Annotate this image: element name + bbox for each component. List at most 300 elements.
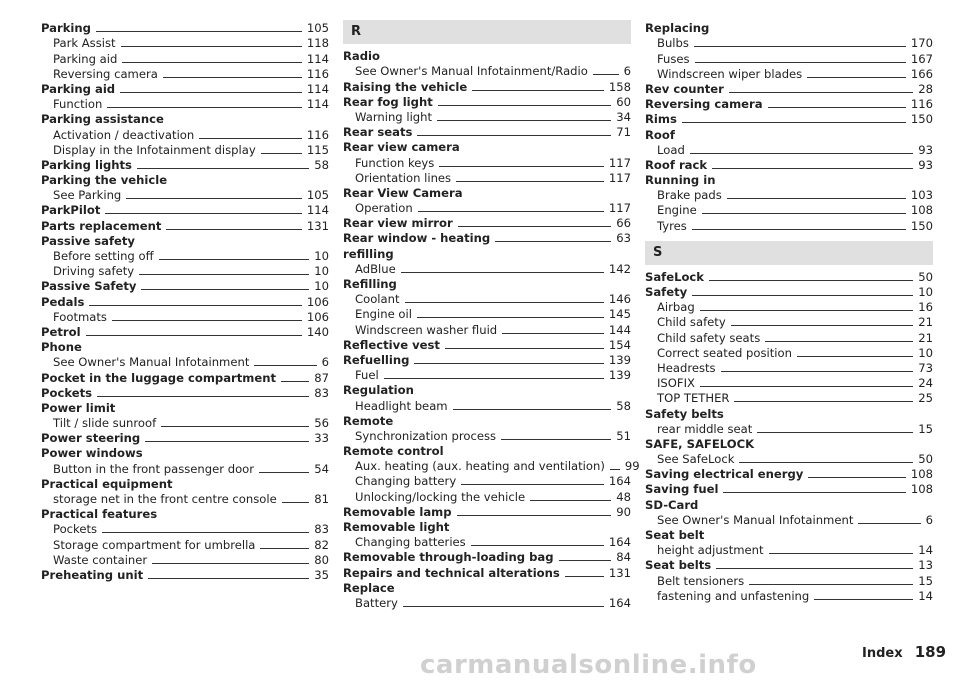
page-ref: 114 <box>306 51 329 66</box>
entry-text: refilling <box>343 246 394 261</box>
leader-line <box>417 317 604 318</box>
page-ref: 117 <box>608 201 631 216</box>
entry-text: Roof <box>645 127 675 142</box>
entry-text: Remote <box>343 413 394 428</box>
leader-line <box>695 62 906 63</box>
index-heading <box>41 476 329 491</box>
leader-line <box>692 295 913 296</box>
entry-text: Headlight beam <box>355 398 448 413</box>
entry-text: Aux. heating (aux. heating and ventilation) <box>355 459 605 474</box>
index-heading <box>343 580 631 595</box>
entry-text: Parking aid <box>53 51 118 66</box>
page-ref: 103 <box>910 188 933 203</box>
leader-line <box>702 213 906 214</box>
entry-text: Removable through-loading bag <box>343 550 554 565</box>
entry-text: Button in the front passenger door <box>53 461 255 476</box>
page-ref: 170 <box>910 36 933 51</box>
entry-text: Bulbs <box>657 36 689 51</box>
leader-line <box>709 280 913 281</box>
leader-line <box>439 166 604 167</box>
entry-text: Running in <box>645 173 716 188</box>
leader-line <box>163 77 302 78</box>
leader-line <box>121 46 302 47</box>
page-ref: 118 <box>306 36 329 51</box>
page-ref: 60 <box>616 94 631 109</box>
index-heading <box>645 20 933 35</box>
index-entry <box>41 96 329 111</box>
index-heading <box>343 519 631 534</box>
page-ref: 6 <box>623 64 631 79</box>
leader-line <box>112 320 302 321</box>
leader-line <box>122 62 302 63</box>
leader-line <box>445 348 604 349</box>
entry-text: Petrol <box>41 324 81 339</box>
page-ref: 150 <box>910 218 933 233</box>
entry-text: Pocket in the luggage compartment <box>41 370 277 385</box>
entry-text: Storage compartment for umbrella <box>53 537 256 552</box>
leader-line <box>472 90 604 91</box>
index-heading <box>645 126 933 141</box>
leader-line <box>456 181 604 182</box>
leader-line <box>757 432 913 433</box>
index-entry <box>645 96 933 111</box>
index-entry <box>645 572 933 587</box>
page-ref: 105 <box>306 188 329 203</box>
entry-text: Battery <box>355 595 398 610</box>
entry-text: See Owner's Manual Infotainment <box>657 512 854 527</box>
page-ref: 33 <box>314 431 329 446</box>
index-entry <box>41 385 329 400</box>
index-entry <box>343 428 631 443</box>
leader-line <box>166 229 302 230</box>
entry-text: Display in the Infotainment display <box>53 142 256 157</box>
page-ref: 21 <box>918 315 933 330</box>
leader-line <box>437 120 611 121</box>
page-ref: 146 <box>608 292 631 307</box>
index-entry <box>645 345 933 360</box>
entry-text: Power limit <box>41 400 116 415</box>
entry-text: TOP TETHER <box>657 391 730 406</box>
leader-line <box>700 386 913 387</box>
page-ref: 164 <box>608 535 631 550</box>
entry-text: Reversing camera <box>645 97 763 112</box>
entry-text: Load <box>657 142 685 157</box>
index-entry <box>343 595 631 610</box>
entry-text: See Owner's Manual Infotainment <box>53 355 250 370</box>
entry-text: Passive safety <box>41 233 135 248</box>
leader-line <box>199 138 302 139</box>
page-ref: 51 <box>616 428 631 443</box>
leader-line <box>682 122 906 123</box>
page-ref: 15 <box>918 573 933 588</box>
leader-line <box>96 31 302 32</box>
index-entry <box>343 367 631 382</box>
index-entry <box>343 473 631 488</box>
page-ref: 24 <box>918 376 933 391</box>
leader-line <box>495 241 611 242</box>
entry-text: SD-Card <box>645 497 699 512</box>
leader-line <box>721 371 914 372</box>
index-entry <box>41 369 329 384</box>
entry-text: Rims <box>645 112 677 127</box>
leader-line <box>89 305 302 306</box>
entry-text: Preheating unit <box>41 567 144 582</box>
entry-text: Practical equipment <box>41 476 173 491</box>
entry-text: Warning light <box>355 109 433 124</box>
index-entry <box>343 397 631 412</box>
leader-line <box>694 46 906 47</box>
leader-line <box>610 469 620 470</box>
leader-line <box>502 333 604 334</box>
index-entry <box>343 564 631 579</box>
index-heading <box>645 436 933 451</box>
entry-text: Seat belts <box>645 558 712 573</box>
index-entry <box>41 309 329 324</box>
entry-text: Changing batteries <box>355 535 466 550</box>
leader-line <box>417 135 611 136</box>
entry-text: Before setting off <box>53 249 154 263</box>
page-ref: 108 <box>910 467 933 482</box>
entry-text: AdBlue <box>355 261 396 276</box>
page-ref: 10 <box>314 249 329 263</box>
index-entry <box>343 549 631 564</box>
entry-text: Refilling <box>343 277 397 291</box>
index-entry <box>343 215 631 230</box>
index-entry <box>41 202 329 217</box>
page-ref: 56 <box>314 416 329 431</box>
index-entry <box>41 157 329 172</box>
page-ref: 63 <box>616 231 631 246</box>
index-entry <box>645 588 933 603</box>
page-ref: 114 <box>306 97 329 112</box>
page-ref: 145 <box>608 307 631 322</box>
entry-text: Passive Safety <box>41 279 137 294</box>
entry-text: Windscreen washer fluid <box>355 322 498 337</box>
entry-text: Synchronization process <box>355 428 497 443</box>
leader-line <box>281 381 309 382</box>
entry-text: ISOFIX <box>657 376 695 391</box>
index-entry <box>41 293 329 308</box>
index-entry <box>41 50 329 65</box>
entry-text: Park Assist <box>53 36 116 51</box>
index-entry <box>343 321 631 336</box>
leader-line <box>159 259 310 260</box>
page-ref: 166 <box>910 66 933 81</box>
index-entry <box>645 157 933 172</box>
index-entry <box>645 81 933 96</box>
index-heading <box>343 48 631 63</box>
index-entry <box>343 306 631 321</box>
index-entry <box>41 521 329 536</box>
index-entry <box>343 488 631 503</box>
leader-line <box>405 302 604 303</box>
index-heading <box>343 382 631 397</box>
entry-text: See Parking <box>53 188 122 203</box>
entry-text: Phone <box>41 340 82 355</box>
leader-line <box>768 107 906 108</box>
page-ref: 90 <box>616 504 631 519</box>
leader-line <box>457 515 612 516</box>
entry-text: Reflective vest <box>343 337 440 352</box>
leader-line <box>137 168 309 169</box>
page-ref: 14 <box>918 543 933 558</box>
index-entry <box>41 20 329 35</box>
leader-line <box>384 378 604 379</box>
page-ref: 158 <box>608 79 631 94</box>
entry-text: Headrests <box>657 360 716 375</box>
index-entry <box>645 557 933 572</box>
page-ref: 73 <box>918 360 933 375</box>
page-ref: 106 <box>306 309 329 324</box>
index-entry <box>41 81 329 96</box>
entry-text: Removable light <box>343 520 450 534</box>
index-entry <box>41 35 329 50</box>
index-column-2 <box>343 20 640 610</box>
leader-line <box>700 310 913 311</box>
index-heading <box>343 245 631 260</box>
leader-line <box>145 441 309 442</box>
page-ref: 25 <box>918 391 933 406</box>
index-entry <box>343 170 631 185</box>
leader-line <box>254 365 316 366</box>
page-ref: 144 <box>608 322 631 337</box>
entry-text: Rev counter <box>645 81 724 96</box>
entry-text: Safety belts <box>645 406 724 421</box>
page-ref: 10 <box>918 345 933 360</box>
entry-text: Rear view mirror <box>343 216 453 231</box>
index-heading <box>41 233 329 248</box>
index-entry <box>645 360 933 375</box>
leader-line <box>501 439 611 440</box>
entry-text: Tilt / slide sunroof <box>53 416 157 431</box>
page-ref: 93 <box>918 142 933 157</box>
page-ref: 131 <box>608 565 631 580</box>
index-heading <box>343 443 631 458</box>
leader-line <box>148 578 309 579</box>
entry-text: Refuelling <box>343 352 410 367</box>
index-entry <box>343 261 631 276</box>
index-entry <box>645 187 933 202</box>
entry-text: Parts replacement <box>41 218 162 233</box>
index-entry <box>645 451 933 466</box>
entry-text: Correct seated position <box>657 345 792 360</box>
leader-line <box>102 532 309 533</box>
index-heading <box>343 139 631 154</box>
leader-line <box>453 409 612 410</box>
entry-text: Rear fog light <box>343 94 433 109</box>
entry-text: Remote control <box>343 444 444 459</box>
index-entry <box>343 200 631 215</box>
index-entry <box>645 111 933 126</box>
index-entry <box>645 217 933 232</box>
page-ref: 58 <box>616 398 631 413</box>
page-ref: 167 <box>910 51 933 66</box>
entry-text: Engine oil <box>355 307 412 322</box>
page-ref: 99 <box>624 459 640 474</box>
leader-line <box>814 599 913 600</box>
entry-text: Fuel <box>355 368 379 383</box>
entry-text: Driving safety <box>53 264 135 279</box>
entry-text: Saving electrical energy <box>645 467 804 482</box>
page-ref: 71 <box>616 125 631 140</box>
entry-text: Roof rack <box>645 157 708 172</box>
section-header-r: R <box>343 20 631 44</box>
index-entry <box>343 94 631 109</box>
index-entry <box>343 352 631 367</box>
entry-text: Saving fuel <box>645 482 719 497</box>
leader-line <box>401 272 604 273</box>
entry-text: Coolant <box>355 292 400 307</box>
entry-text: Windscreen wiper blades <box>657 66 803 81</box>
leader-line <box>593 74 619 75</box>
page-ref: 83 <box>314 385 329 400</box>
entry-text: height adjustment <box>657 543 764 558</box>
index-heading <box>343 185 631 200</box>
index-entry <box>645 314 933 329</box>
page-ref: 83 <box>314 522 329 537</box>
entry-text: SAFE, SAFELOCK <box>645 436 755 451</box>
page-ref: 164 <box>608 474 631 489</box>
page-ref: 10 <box>314 264 329 279</box>
page-ref: 15 <box>918 421 933 436</box>
entry-text: Operation <box>355 201 413 216</box>
entry-text: Waste container <box>53 552 148 567</box>
page-ref: 139 <box>608 368 631 383</box>
page-ref: 14 <box>918 588 933 603</box>
leader-line <box>259 472 309 473</box>
index-entry <box>645 50 933 65</box>
entry-text: Orientation lines <box>355 170 452 185</box>
page-ref: 154 <box>608 337 631 352</box>
entry-text: Pockets <box>53 522 98 537</box>
entry-text: Rear View Camera <box>343 185 463 200</box>
page-ref: 114 <box>306 203 329 218</box>
leader-line <box>690 153 913 154</box>
index-entry <box>343 337 631 352</box>
index-entry <box>645 269 933 284</box>
index-column-3-top <box>645 20 933 233</box>
leader-line <box>807 77 906 78</box>
entry-text: Tyres <box>657 218 687 233</box>
leader-line <box>729 92 913 93</box>
entry-text: Radio <box>343 49 380 64</box>
index-entry <box>645 35 933 50</box>
entry-text: storage net in the front centre console <box>53 492 277 506</box>
index-entry <box>41 552 329 567</box>
leader-line <box>765 341 913 342</box>
page-ref: 116 <box>306 66 329 81</box>
page-ref: 58 <box>314 157 329 172</box>
entry-text: Pedals <box>41 294 85 309</box>
index-heading <box>41 400 329 415</box>
entry-text: Fuses <box>657 51 690 66</box>
entry-text: Replace <box>343 580 395 595</box>
entry-text: Parking lights <box>41 157 132 172</box>
page-ref: 93 <box>918 157 933 172</box>
leader-line <box>139 274 309 275</box>
entry-text: Airbag <box>657 300 695 315</box>
page-ref: 48 <box>616 489 631 504</box>
page-ref: 116 <box>910 97 933 112</box>
leader-line <box>749 584 913 585</box>
page-number: 189 <box>914 643 947 661</box>
leader-line <box>152 563 309 564</box>
index-heading <box>41 339 329 354</box>
page-ref: 131 <box>306 218 329 233</box>
leader-line <box>141 289 309 290</box>
page-ref: 108 <box>910 203 933 218</box>
entry-text: Rear view camera <box>343 140 460 155</box>
page-ref: 164 <box>608 595 631 610</box>
page-ref: 66 <box>616 216 631 231</box>
leader-line <box>403 606 604 607</box>
index-heading <box>41 445 329 460</box>
leader-line <box>734 401 913 402</box>
leader-line <box>414 363 603 364</box>
leader-line <box>461 484 604 485</box>
index-entry <box>41 126 329 141</box>
page-ref: 54 <box>314 461 329 476</box>
page-footer <box>862 643 946 661</box>
entry-text: Changing battery <box>355 474 457 489</box>
index-entry <box>343 504 631 519</box>
page-ref: 82 <box>314 537 329 552</box>
leader-line <box>418 211 604 212</box>
index-entry <box>41 536 329 551</box>
index-entry <box>343 109 631 124</box>
index-entry <box>41 460 329 475</box>
entry-text: Parking the vehicle <box>41 173 168 188</box>
leader-line <box>723 492 905 493</box>
leader-line <box>739 462 913 463</box>
entry-text: Power steering <box>41 431 141 446</box>
page-ref: 6 <box>925 512 933 527</box>
index-entry <box>343 63 631 78</box>
index-entry <box>343 230 631 245</box>
entry-text: Unlocking/locking the vehicle <box>355 489 526 504</box>
index-entry <box>41 66 329 81</box>
page-ref: 81 <box>314 492 329 506</box>
leader-line <box>727 198 906 199</box>
entry-text: Removable lamp <box>343 504 452 519</box>
leader-line <box>107 107 302 108</box>
page-ref: 117 <box>608 170 631 185</box>
index-entry <box>645 512 933 527</box>
entry-text: Parking aid <box>41 81 116 96</box>
leader-line <box>86 335 302 336</box>
leader-line <box>565 576 604 577</box>
index-entry <box>645 390 933 405</box>
index-heading <box>343 276 631 291</box>
index-entry <box>645 202 933 217</box>
index-entry <box>645 542 933 557</box>
page-ref: 13 <box>918 558 933 573</box>
index-entry <box>41 430 329 445</box>
index-heading <box>343 413 631 428</box>
entry-text: Function <box>53 97 103 112</box>
page-ref: 106 <box>306 294 329 309</box>
entry-text: SafeLock <box>645 269 705 284</box>
page-ref: 140 <box>306 324 329 339</box>
leader-line <box>260 548 309 549</box>
entry-text: Child safety <box>657 315 726 330</box>
index-entry <box>41 491 329 506</box>
page-ref: 150 <box>910 112 933 127</box>
leader-line <box>97 396 309 397</box>
entry-text: Footmats <box>53 309 107 324</box>
leader-line <box>716 568 913 569</box>
index-column-3-bottom <box>645 269 933 603</box>
